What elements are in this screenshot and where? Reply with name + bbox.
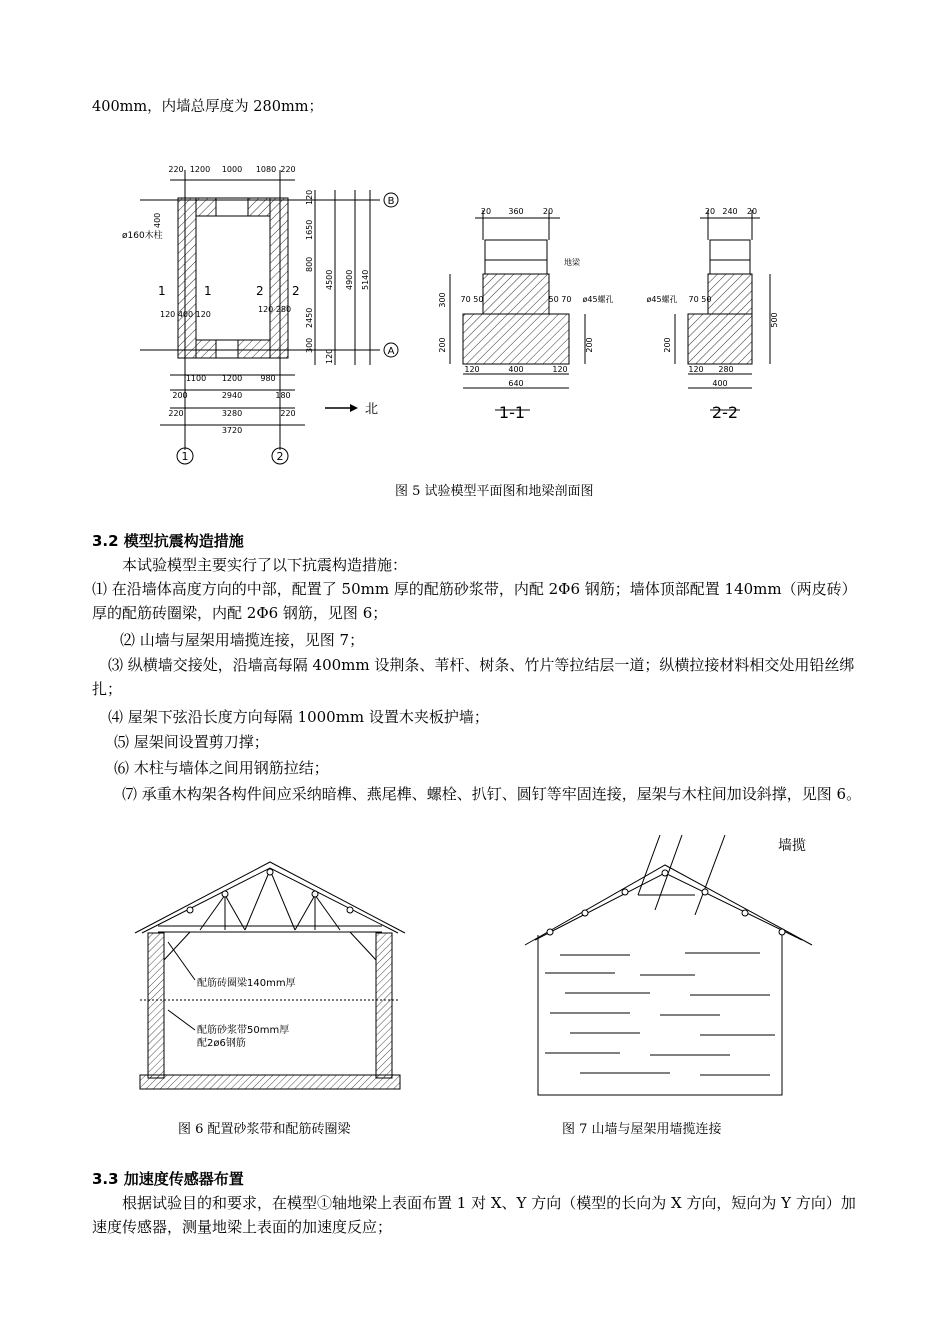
svg-text:120: 120: [688, 365, 704, 374]
svg-text:1200: 1200: [189, 165, 211, 174]
figure-5: [120, 150, 820, 470]
svg-text:4500: 4500: [325, 269, 334, 290]
intro-line: 400mm，内墙总厚度为 280mm；: [92, 99, 323, 115]
bottom-dims: [168, 374, 295, 435]
svg-text:地梁: 地梁: [564, 258, 580, 267]
svg-text:1: 1: [204, 284, 212, 298]
measure-2: ⑵ 山墙与屋架用墙揽连接，见图 7；: [120, 631, 365, 649]
svg-text:400: 400: [712, 379, 728, 388]
figure-5-caption: 图 5 试验模型平面图和地梁剖面图: [395, 484, 594, 499]
svg-text:120: 120: [552, 365, 568, 374]
measure-1: ⑴ 在沿墙体高度方向的中部，配置了 50mm 厚的配筋砂浆带，内配 2Φ6 钢筋；墙体顶部配置 140mm（两皮砖）厚的配筋砖圈梁，内配 2Φ6 钢筋，见图 6；: [92, 580, 857, 622]
figure-7-caption: 图 7 山墙与屋架用墙揽连接: [562, 1122, 722, 1137]
fig6-label-rebar: 配2ø6钢筋: [197, 1038, 246, 1049]
svg-text:800: 800: [305, 256, 314, 272]
section-3-2-lead: 本试验模型主要实行了以下抗震构造措施：: [122, 556, 408, 574]
svg-text:200: 200: [585, 337, 594, 353]
svg-text:1000: 1000: [221, 165, 243, 174]
svg-text:300: 300: [438, 292, 447, 308]
svg-text:1650: 1650: [305, 219, 314, 240]
svg-text:1200: 1200: [221, 374, 243, 383]
measure-3: ⑶ 纵横墙交接处，沿墙高每隔 400mm 设荆条、苇杆、树条、竹片等拉结层一道；纵横拉接材料相交处用铅丝绑扎；: [92, 656, 855, 698]
svg-text:1080: 1080: [255, 165, 277, 174]
section-3-3-heading: 3.3 加速度传感器布置: [92, 1170, 244, 1188]
figure-7: [520, 835, 820, 1100]
svg-text:20: 20: [704, 207, 716, 216]
svg-text:200: 200: [172, 391, 188, 400]
fig7-label-wall-tie: 墙揽: [778, 838, 806, 854]
svg-text:ø45螺孔: ø45螺孔: [582, 295, 614, 304]
measure-6: ⑹ 木柱与墙体之间用钢筋拉结；: [114, 759, 329, 777]
svg-text:220: 220: [280, 409, 296, 418]
svg-text:2: 2: [256, 284, 264, 298]
svg-text:20: 20: [480, 207, 492, 216]
svg-text:220: 220: [280, 165, 296, 174]
measure-4: ⑷ 屋架下弦沿长度方向每隔 1000mm 设置木夹板护墙；: [108, 708, 489, 726]
svg-text:2940: 2940: [221, 391, 243, 400]
svg-text:400: 400: [508, 365, 524, 374]
svg-text:20: 20: [542, 207, 554, 216]
svg-text:3280: 3280: [221, 409, 243, 418]
svg-text:70 50: 70 50: [688, 295, 712, 304]
axis-a-label: A: [387, 346, 395, 357]
figure-6: [130, 850, 410, 1100]
measure-5: ⑸ 屋架间设置剪刀撑；: [114, 733, 269, 751]
svg-text:280: 280: [718, 365, 734, 374]
svg-text:360: 360: [508, 207, 524, 216]
svg-text:70 50: 70 50: [460, 295, 484, 304]
svg-text:980: 980: [260, 374, 276, 383]
svg-text:400: 400: [153, 212, 162, 228]
fig6-label-ring-beam: 配筋砖圈梁140mm厚: [197, 978, 296, 989]
svg-text:200: 200: [438, 337, 447, 353]
section-1-1-title: 1-1: [498, 403, 526, 422]
axis-b-label: B: [387, 196, 395, 207]
section-2-2-title: 2-2: [711, 403, 739, 422]
svg-text:240: 240: [722, 207, 738, 216]
svg-text:1: 1: [158, 284, 166, 298]
top-dims: [168, 165, 295, 174]
svg-text:220: 220: [168, 165, 184, 174]
figure-6-caption: 图 6 配置砂浆带和配筋砖圈梁: [178, 1122, 351, 1137]
svg-text:500: 500: [770, 312, 779, 328]
section-3-2-heading: 3.2 模型抗震构造措施: [92, 532, 244, 550]
svg-text:120: 120: [325, 348, 334, 364]
svg-text:3720: 3720: [221, 426, 243, 435]
svg-text:5140: 5140: [361, 269, 370, 290]
svg-text:2450: 2450: [305, 307, 314, 328]
svg-text:300: 300: [305, 337, 314, 353]
svg-text:180: 180: [275, 391, 291, 400]
section-3-3-text: 根据试验目的和要求，在模型①轴地梁上表面布置 1 对 X、Y 方向（模型的长向为 X 方向，短向为 Y 方向）加速度传感器，测量地梁上表面的加速度反应；: [92, 1194, 856, 1236]
svg-text:2: 2: [292, 284, 300, 298]
svg-text:220: 220: [168, 409, 184, 418]
svg-text:640: 640: [508, 379, 524, 388]
svg-text:20: 20: [746, 207, 758, 216]
axis-1-label: 1: [181, 450, 189, 463]
svg-text:50 70: 50 70: [548, 295, 572, 304]
fig6-label-mortar-band: 配筋砂浆带50mm厚: [197, 1025, 290, 1036]
svg-text:120 400 120: 120 400 120: [160, 310, 211, 319]
column-label: ø160木柱: [122, 231, 163, 241]
axis-2-label: 2: [276, 450, 284, 463]
svg-text:200: 200: [663, 337, 672, 353]
svg-text:ø45螺孔: ø45螺孔: [646, 295, 678, 304]
svg-text:120: 120: [464, 365, 480, 374]
svg-text:1100: 1100: [185, 374, 207, 383]
svg-text:4900: 4900: [345, 269, 354, 290]
measure-7: ⑺ 承重木构架各构件间应采纳暗榫、燕尾榫、螺栓、扒钉、圆钉等牢固连接，屋架与木柱间加设斜撑，见图 6。: [122, 785, 862, 803]
svg-text:120: 120: [305, 189, 314, 205]
svg-text:120 280: 120 280: [258, 305, 292, 314]
north-label: 北: [365, 402, 379, 417]
